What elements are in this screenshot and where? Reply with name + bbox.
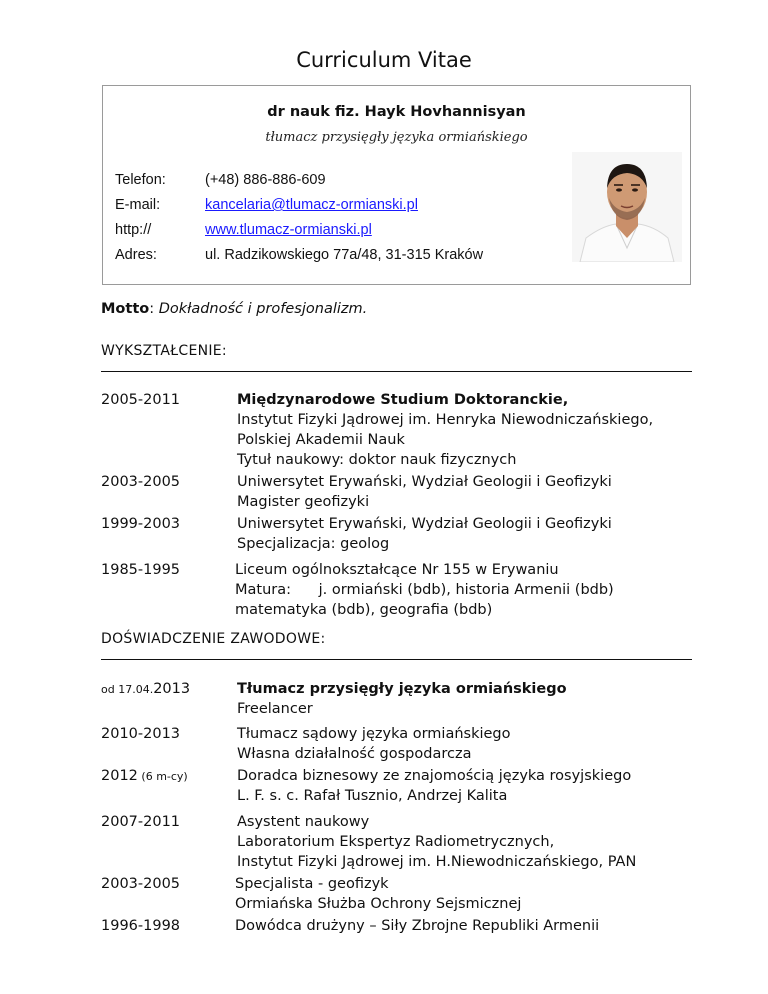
entry-years	[101, 766, 188, 787]
entry-line: Asystent naukowy	[237, 814, 370, 830]
entry-years-prefix: od 17.04.	[101, 683, 154, 696]
email-link[interactable]: kancelaria@tlumacz-ormianski.pl	[205, 197, 418, 213]
contact-value: (+48) 886-886-609	[205, 172, 326, 188]
motto-label: Motto	[101, 301, 150, 317]
entry-years: 2010-2013	[101, 726, 181, 742]
entry-years: 2003-2005	[101, 474, 181, 490]
entry-description	[237, 724, 511, 764]
entry-years-suffix: (6 m-cy)	[137, 770, 188, 783]
entry-description	[235, 916, 599, 936]
entry-line: L. F. s. c. Rafał Tusznio, Andrzej Kalita	[237, 788, 508, 804]
entry-years-value: 2012	[101, 768, 138, 784]
motto-separator: :	[149, 301, 159, 317]
entry-line: Własna działalność gospodarcza	[237, 746, 472, 762]
entry-description	[237, 812, 636, 872]
education-heading: WYKSZTAŁCENIE:	[101, 343, 227, 359]
entry-years: 1985-1995	[101, 562, 181, 578]
website-link[interactable]: www.tlumacz-ormianski.pl	[205, 222, 372, 238]
portrait-photo	[572, 152, 682, 262]
entry-line: Ormiańska Służba Ochrony Sejsmicznej	[235, 896, 522, 912]
contact-label: Telefon:	[115, 172, 166, 188]
entry-line: Freelancer	[237, 701, 313, 717]
entry-years-value: 2013	[153, 681, 191, 697]
entry-line: Polskiej Akademii Nauk	[237, 432, 405, 448]
experience-heading: DOŚWIADCZENIE ZAWODOWE:	[101, 631, 326, 647]
entry-description	[237, 766, 631, 806]
entry-description	[237, 472, 612, 512]
entry-line: Laboratorium Ekspertyz Radiometrycznych,	[237, 834, 555, 850]
entry-description	[235, 560, 614, 620]
contact-label: E-mail:	[115, 197, 161, 213]
experience-divider	[101, 659, 692, 660]
entry-years: 2007-2011	[101, 814, 181, 830]
entry-description	[237, 679, 567, 719]
contact-label: Adres:	[115, 247, 157, 263]
entry-line: Specjalizacja: geolog	[237, 536, 390, 552]
person-subtitle: tłumacz przysięgły języka ormiańskiego	[265, 130, 528, 145]
entry-line: Uniwersytet Erywański, Wydział Geologii i Geofizyki	[237, 516, 612, 532]
entry-years	[101, 679, 190, 700]
entry-line: Doradca biznesowy ze znajomością języka rosyjskiego	[237, 768, 632, 784]
entry-description	[237, 514, 612, 554]
entry-years: 2003-2005	[101, 876, 181, 892]
person-name: dr nauk fiz. Hayk Hovhannisyan	[267, 104, 526, 120]
entry-line: Międzynarodowe Studium Doktoranckie,	[237, 392, 569, 408]
entry-years: 2005-2011	[101, 392, 181, 408]
entry-description	[237, 390, 653, 470]
contact-label: http://	[115, 222, 152, 238]
entry-line: Matura: j. ormiański (bdb), historia Armenii (bdb)	[235, 582, 614, 598]
entry-line: Tytuł naukowy: doktor nauk fizycznych	[237, 452, 517, 468]
entry-line: Instytut Fizyki Jądrowej im. H.Niewodniczańskiego, PAN	[237, 854, 637, 870]
entry-years: 1996-1998	[101, 918, 181, 934]
entry-line: Instytut Fizyki Jądrowej im. Henryka Niewodniczańskiego,	[237, 412, 654, 428]
entry-line: Dowódca drużyny – Siły Zbrojne Republiki Armenii	[235, 918, 600, 934]
motto	[101, 301, 367, 317]
entry-line: Tłumacz sądowy języka ormiańskiego	[237, 726, 511, 742]
contact-value: ul. Radzikowskiego 77a/48, 31-315 Kraków	[205, 247, 484, 263]
document-title: Curriculum Vitae	[296, 48, 472, 72]
entry-line: Magister geofizyki	[237, 494, 370, 510]
header-box	[102, 85, 691, 285]
motto-text: Dokładność i profesjonalizm.	[158, 301, 368, 317]
entry-line: Liceum ogólnokształcące Nr 155 w Erywaniu	[235, 562, 559, 578]
entry-line: Specjalista - geofizyk	[235, 876, 389, 892]
entry-line: Uniwersytet Erywański, Wydział Geologii i Geofizyki	[237, 474, 612, 490]
education-divider	[101, 371, 692, 372]
entry-line: Tłumacz przysięgły języka ormiańskiego	[237, 681, 567, 697]
entry-description	[235, 874, 521, 914]
entry-years: 1999-2003	[101, 516, 181, 532]
entry-line: matematyka (bdb), geografia (bdb)	[235, 602, 493, 618]
